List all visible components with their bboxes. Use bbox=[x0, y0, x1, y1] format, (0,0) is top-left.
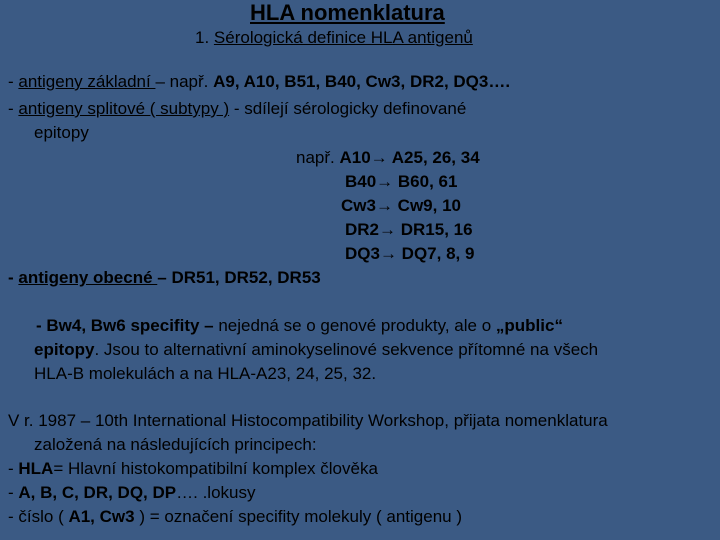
split-example-row bbox=[296, 147, 480, 169]
bullet: - bbox=[8, 72, 19, 91]
principle-hla bbox=[8, 458, 378, 480]
principle-number bbox=[8, 506, 462, 528]
bullet: - bbox=[8, 99, 19, 118]
public-epitopes-desc-2: . Jsou to alternativní aminokyselinové sekvence přítomné na všech bbox=[94, 340, 599, 359]
principle-desc: = Hlavní histokompatibilní komplex člověka bbox=[53, 459, 378, 478]
common-antigens-term: antigeny obecné bbox=[18, 268, 158, 287]
split-example-row: DQ3→ DQ7, 8, 9 bbox=[345, 244, 475, 263]
public-quote: „public“ bbox=[495, 316, 563, 335]
common-antigens-line bbox=[8, 267, 321, 289]
principle-loci bbox=[8, 482, 255, 504]
split-example-row: Cw3→ Cw9, 10 bbox=[341, 196, 461, 215]
split-antigens-line bbox=[8, 98, 466, 120]
workshop-line: V r. 1987 – 10th International Histocompatibility Workshop, přijata nomenklatura bbox=[8, 411, 608, 430]
section-title: Sérologická definice HLA antigenů bbox=[213, 28, 473, 47]
split-antigens-desc: - sdílejí sérologicky definované bbox=[229, 99, 467, 118]
epitopy-term: epitopy bbox=[34, 340, 95, 359]
example-lead: např. bbox=[169, 72, 214, 91]
principle-term: A, B, C, DR, DQ, DP bbox=[18, 483, 177, 502]
principle-term: HLA bbox=[18, 459, 54, 478]
bullet: - bbox=[8, 507, 19, 526]
bullet: - bbox=[8, 483, 19, 502]
split-example-row: B40→ B60, 61 bbox=[345, 172, 458, 191]
public-epitopes-desc: nejedná se o genové produkty, ale o bbox=[218, 316, 496, 335]
bullet: - bbox=[8, 268, 19, 287]
page-title: HLA nomenklatura bbox=[250, 0, 445, 25]
split-antigens-term: antigeny splitové ( subtypy ) bbox=[18, 99, 230, 118]
section-number: 1. bbox=[195, 28, 214, 47]
basic-antigens-term: antigeny základní bbox=[18, 72, 156, 91]
principle-desc: …. .lokusy bbox=[176, 483, 256, 502]
example-lead: např. bbox=[296, 148, 340, 167]
principle-desc: číslo ( bbox=[18, 507, 69, 526]
split-antigens-desc-cont: epitopy bbox=[34, 123, 89, 142]
principle-term: A1, Cw3 bbox=[68, 507, 135, 526]
dash: – bbox=[155, 72, 170, 91]
basic-antigens-line bbox=[8, 71, 510, 93]
section-heading bbox=[195, 27, 473, 49]
basic-examples: A9, A10, B51, B40, Cw3, DR2, DQ3…. bbox=[213, 72, 511, 91]
bullet: - bbox=[8, 459, 19, 478]
public-epitopes-line bbox=[36, 315, 563, 337]
workshop-line-2: založená na následujících principech: bbox=[34, 435, 317, 454]
public-epitopes-line-3: HLA-B molekulách a na HLA-A23, 24, 25, 32. bbox=[34, 364, 377, 383]
public-epitopes-line-2 bbox=[34, 339, 598, 361]
split-example-row: DR2→ DR15, 16 bbox=[345, 220, 473, 239]
common-antigens-values: – DR51, DR52, DR53 bbox=[157, 268, 321, 287]
public-epitopes-term: - Bw4, Bw6 specifity – bbox=[36, 316, 219, 335]
split-example-value: A10→ A25, 26, 34 bbox=[339, 148, 480, 167]
principle-desc: ) = označení specifity molekuly ( antigenu ) bbox=[134, 507, 463, 526]
